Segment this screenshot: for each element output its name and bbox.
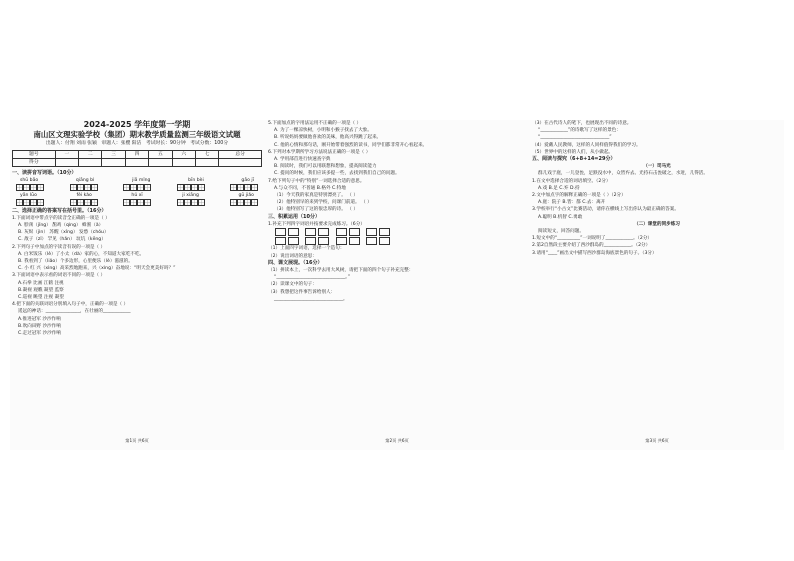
option-line: B. 我看到了（liǎo）个多边形，心里便乐（lè）滋滋的。 bbox=[18, 259, 133, 265]
tianzige-box[interactable] bbox=[16, 184, 44, 191]
answer-box[interactable] bbox=[275, 237, 286, 245]
pinyin: jiā mǐng bbox=[132, 177, 151, 183]
option-line: C.走过冠军 沙沙作响 bbox=[18, 331, 61, 337]
option-line: A.与众不同，不普通 B.格外 C.特地 bbox=[274, 185, 346, 191]
score-header-cell: 三 bbox=[102, 151, 125, 159]
option-line: A.推进冠军 沙沙作响 bbox=[18, 316, 61, 322]
score-cell bbox=[219, 159, 262, 167]
option-line: A. 脖颈（jǐng） 鹊鸡（qìng） 蜂蜜（ǎ） bbox=[18, 223, 104, 229]
score-table bbox=[12, 150, 262, 167]
page-three bbox=[532, 120, 782, 450]
section-heading: 二、选择正确的答案写在括号里。（16分） bbox=[12, 207, 107, 214]
score-cell bbox=[55, 159, 78, 167]
tianzige-row bbox=[12, 184, 262, 191]
full-score: 考试分数：100分 bbox=[190, 141, 229, 146]
question-line: 1.在文中选择合适的词语填空。（2分） bbox=[532, 178, 611, 184]
option-line: A. 为了一棵凉快树，小明和小猴子找去了大象。 bbox=[274, 128, 372, 134]
blank-row bbox=[268, 237, 526, 246]
page-footer: 第1页 共6页 bbox=[125, 437, 149, 443]
tianzige-box[interactable] bbox=[230, 199, 258, 206]
duration: 考试时长：90分钟 bbox=[145, 141, 186, 146]
score-cell bbox=[125, 159, 148, 167]
answer-box[interactable] bbox=[288, 237, 299, 245]
answer-box[interactable] bbox=[305, 237, 316, 245]
pinyin: bīn bèi bbox=[188, 177, 204, 183]
option-line: C. 敌子（zǐ） 罕见（hǎn） 坟坑（kēng） bbox=[18, 237, 106, 243]
question-line: （4）爱戴人民教师，这样的人同样值得我们的学习。 bbox=[532, 142, 641, 148]
option-line: A.庭：院子 B.皆：都 C.去：离开 bbox=[538, 200, 606, 206]
exam-meta bbox=[12, 140, 262, 148]
option-line: 遥远的神话：_______________，在壮丽的____________ bbox=[18, 309, 131, 315]
question-line: （3）我想把这件事告诉给别人： bbox=[268, 289, 336, 295]
answer-box[interactable] bbox=[275, 228, 286, 236]
section-heading: 五、阅读与探究（6+8+14=29分） bbox=[532, 156, 616, 163]
question-line: （5）世界中的这样的人们，从小做起。 bbox=[532, 149, 614, 155]
question-line: 2.下列句子中加点的字读音有误的一项是（ ） bbox=[12, 244, 106, 250]
answer-box[interactable] bbox=[349, 237, 360, 245]
question-line: （2）说出词语的意思： bbox=[268, 253, 317, 259]
question-line: （2）读课文中的句子： bbox=[268, 282, 317, 288]
option-line: A. 白米饭乐（lè）了小太（dà）家的心，不知道大家吃不吃。 bbox=[18, 251, 145, 257]
pinyin: gāo jī bbox=[241, 177, 254, 183]
question-line: （3）在古代诗人的笔下，也展现出不同的诗意。 bbox=[532, 121, 632, 126]
question-line: 2.文中加点字的解释正确的一项是（ ）（2分） bbox=[532, 193, 626, 199]
answer-line[interactable]: ______________________________。 bbox=[274, 296, 348, 302]
section-heading: 三、积累运用（10分） bbox=[268, 213, 320, 220]
score-header-cell: 一 bbox=[55, 151, 78, 159]
question-line: 3.学校举行“小古文”比赛活动，请你在横线上写出你认为最正确的答案。 bbox=[532, 207, 679, 213]
score-cell bbox=[102, 159, 125, 167]
pinyin: yān lǜo bbox=[20, 192, 37, 198]
question-line: 5.下面加点的字用法运用不正确的一项是（ ） bbox=[268, 121, 362, 126]
answer-box[interactable] bbox=[366, 237, 377, 245]
tianzige-box[interactable] bbox=[230, 184, 258, 191]
section-heading: 一、读拼音写词语。（10分） bbox=[12, 170, 77, 177]
answer-box[interactable] bbox=[318, 237, 329, 245]
answer-box[interactable] bbox=[379, 228, 390, 236]
option-line: A.石拳 比画 江鹤 注视 bbox=[18, 280, 64, 286]
tianzige-box[interactable] bbox=[70, 184, 98, 191]
score-header-cell: 五 bbox=[149, 151, 172, 159]
blank-row bbox=[268, 228, 526, 237]
option-line: C. 提问的时候，我们应该多提一些，去找到我们自己的问题。 bbox=[274, 171, 400, 177]
answer-line[interactable]: “____________”的诗歌写了这样的景色： bbox=[538, 128, 621, 134]
question-line: 3.请用“____”画出文中描写西沙群岛海底景色的句子。（3分） bbox=[532, 250, 657, 256]
section-heading: 四、课文展现。（16分） bbox=[268, 259, 323, 266]
pinyin: fèi kào bbox=[76, 192, 92, 198]
question-line: （1）拼读本上，一次科学去用大风树，请把下面的四个句子补充完整： bbox=[268, 268, 414, 274]
option-line: A. 学用部首进行快速查字典 bbox=[274, 157, 331, 163]
exam-title: 南山区文理实验学校（集团）期末教学质量监测三年级语文试题 bbox=[33, 130, 241, 139]
answer-box[interactable] bbox=[366, 228, 377, 236]
pinyin: qiāng bì bbox=[75, 177, 95, 183]
question-line: 3.下面词语中表示看的词语不同的一项是（ ） bbox=[12, 273, 106, 279]
reading-title: （一）司马光 bbox=[643, 164, 671, 170]
tianzige-box[interactable] bbox=[177, 184, 205, 191]
answer-box[interactable] bbox=[379, 237, 390, 245]
score-header-cell: 四 bbox=[125, 151, 148, 159]
tianzige-box[interactable] bbox=[123, 184, 151, 191]
answer-box[interactable] bbox=[336, 237, 347, 245]
score-cell bbox=[172, 159, 195, 167]
page-footer: 第3页 共6页 bbox=[645, 437, 669, 443]
answer-box[interactable] bbox=[288, 228, 299, 236]
pinyin: gū jiǎo bbox=[238, 192, 254, 198]
option-line: B. 阅读时，我们可以用联想和想象，提高阅读能力 bbox=[274, 164, 377, 170]
question-line: 2.第2自然段主要介绍了西沙群岛的____________。（2分） bbox=[532, 243, 651, 249]
question-line: 1.下面词语中带点字的读音全正确的一项是（ ） bbox=[12, 215, 110, 221]
score-cell bbox=[195, 159, 218, 167]
question-line: 4.把下面的关联词语分别填入句子中，正确的一项是（ ） bbox=[12, 302, 129, 308]
exam-sheet bbox=[10, 120, 784, 450]
question-line: 1.短文中的“__________”一词说明了____________。（2分） bbox=[532, 236, 653, 242]
pinyin: hǔ xī bbox=[131, 192, 143, 198]
reviewer: 审题人：张樱 阳洁 bbox=[101, 141, 142, 146]
option-line: C. 他的心情和那句话，刚开始带着强烈的读书，同学们都非常开心看起来。 bbox=[274, 142, 428, 148]
score-header-cell: 六 bbox=[172, 151, 195, 159]
option-line: A.聪明 B.机智 C.勇敢 bbox=[538, 214, 583, 220]
reading-passage: 阅读短文，回答问题。 bbox=[538, 229, 584, 235]
option-line: （2）他特别早的来到学校，问课门前道。 （ ） bbox=[274, 200, 372, 206]
score-header-cell: 题号 bbox=[13, 151, 56, 159]
score-cell bbox=[79, 159, 102, 167]
question-line: 7.给下列句子中的“特别”一词选择合适的意思。 bbox=[268, 178, 365, 184]
question-line: 6.下列对本学期所学习方法说法正确的一项是（ ） bbox=[268, 149, 371, 155]
score-header-cell: 七 bbox=[195, 151, 218, 159]
tianzige-row bbox=[12, 199, 262, 206]
answer-line[interactable]: “______________________________” bbox=[538, 135, 612, 141]
answer-line[interactable]: “______________________________。” bbox=[274, 275, 350, 281]
reading-title: （二）课堂的同步练习 bbox=[634, 221, 680, 227]
answer-box[interactable] bbox=[305, 228, 316, 236]
tianzige-box[interactable] bbox=[16, 199, 44, 206]
tianzige-box[interactable] bbox=[177, 199, 205, 206]
question-line: （1）上面四字词语，选择一个造句： bbox=[268, 246, 345, 252]
reading-passage: 群儿戏于庭，一儿登瓮，足跌没水中，众皆弃去。光持石击瓮破之，水迸，儿得活。 bbox=[538, 171, 708, 177]
page-one bbox=[12, 120, 262, 450]
answer-box[interactable] bbox=[336, 228, 347, 236]
score-header-cell: 二 bbox=[79, 151, 102, 159]
question-line: 1.补充下列四字词语并按要求完成练习。（6分） bbox=[268, 221, 365, 227]
option-line: C.巡视 眺望 注视 凝望 bbox=[18, 295, 64, 301]
score-header-cell: 总分 bbox=[219, 151, 262, 159]
pinyin: shū bāo bbox=[20, 177, 39, 183]
authors: 出题人：付翔 刘雨 张颖 bbox=[45, 141, 97, 146]
tianzige-box[interactable] bbox=[70, 199, 98, 206]
option-line: B. 灰烬（jìn） 苏醒（xǐng） 发愁（chóu） bbox=[18, 230, 109, 236]
option-line: A.戏 B.足 C.弃 D.持 bbox=[538, 185, 580, 191]
score-label-cell: 得分 bbox=[13, 159, 56, 167]
pinyin: ji xiāng bbox=[182, 192, 199, 198]
option-line: （3）他特别写了这的很忠厚的诗。 （ ） bbox=[274, 207, 358, 213]
option-line: C. 小 红 兴（xìng）高采烈地跑来，兴（xìng）奋地说：“明天会更美好吗？” bbox=[18, 266, 176, 272]
option-line: （1）今天我的家真是特别漂亮了。 （ ） bbox=[274, 193, 358, 199]
answer-box[interactable] bbox=[318, 228, 329, 236]
exam-term: 2024-2025 学年度第一学期 bbox=[83, 120, 191, 129]
option-line: B. 听说妈妈要做他喜欢的美味，他高兴得跳了起来。 bbox=[274, 135, 382, 141]
page-footer: 第2页 共6页 bbox=[385, 437, 409, 443]
answer-box[interactable] bbox=[349, 228, 360, 236]
option-line: B.凝视 观瞧 凝望 监察 bbox=[18, 287, 64, 293]
score-cell bbox=[149, 159, 172, 167]
page-two bbox=[268, 120, 526, 450]
tianzige-box[interactable] bbox=[123, 199, 151, 206]
option-line: B.吹向田野 沙沙作响 bbox=[18, 323, 61, 329]
